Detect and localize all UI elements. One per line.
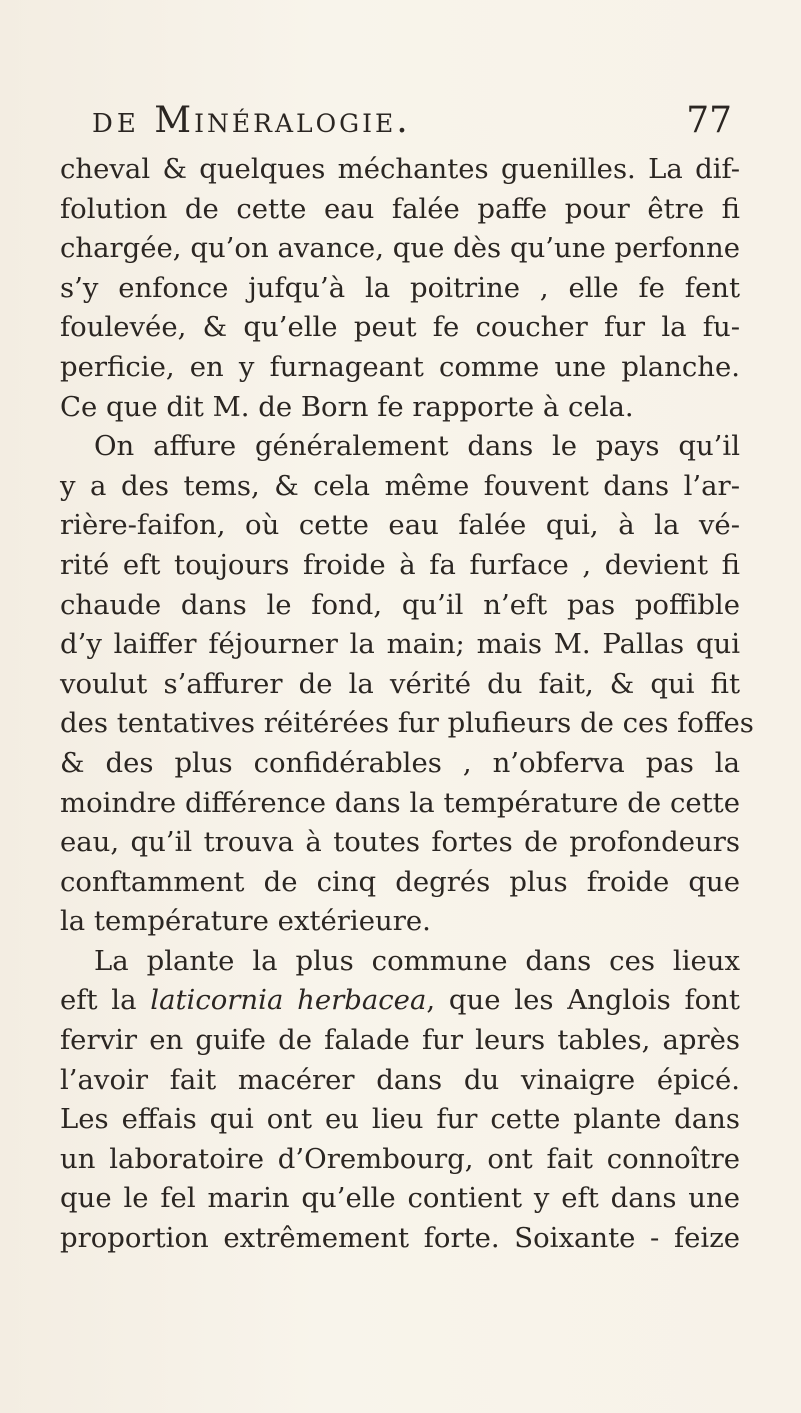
text-line: eau, qu’il trouva à toutes fortes de profondeurs: [60, 826, 740, 859]
species-name: laticornia herbacea: [150, 984, 427, 1017]
text-line: que le fel marin qu’elle contient y eft dans une: [60, 1182, 740, 1215]
text-line: La plante la plus commune dans ces lieux: [94, 944, 740, 977]
text-line: folution de cette eau falée paffe pour être fi: [60, 192, 740, 225]
text-line: un laboratoire d’Orembourg, ont fait connoître: [60, 1142, 740, 1175]
text-line: [60, 981, 740, 1021]
text-line: y a des tems, & cela même fouvent dans l’ar-: [60, 469, 740, 502]
text-line: perficie, en y furnageant comme une planche.: [60, 350, 740, 383]
text-line: & des plus confidérables , n’obferva pas la: [60, 746, 740, 779]
text-line: des tentatives réitérées fur plufieurs de ces foffes: [60, 707, 754, 740]
text-line: Ce que dit M. de Born fe rapporte à cela.: [60, 390, 634, 423]
text-line: la température extérieure.: [60, 905, 431, 938]
body-text: [60, 150, 754, 1259]
text-line: s’y enfonce jufqu’à la poitrine , elle fe fent: [60, 271, 740, 304]
running-head-title: Minéralogie.: [154, 100, 411, 141]
page-number: 77: [686, 100, 732, 141]
text-line: d’y laiffer féjourner la main; mais M. Pallas qui: [60, 628, 740, 661]
text-line: voulut s’affurer de la vérité du fait, & qui fit: [60, 667, 740, 700]
page-header: [92, 96, 732, 146]
text-line: l’avoir fait macérer dans du vinaigre épicé.: [60, 1063, 740, 1096]
running-head: [92, 96, 411, 149]
text-span: eft la: [60, 984, 151, 1017]
text-line: foulevée, & qu’elle peut fe coucher fur la fu-: [60, 311, 740, 344]
text-line: rité eft toujours froide à fa furface , devient fi: [60, 548, 740, 581]
text-line: rière-faifon, où cette eau falée qui, à la vé-: [60, 509, 740, 542]
text-line: chargée, qu’on avance, que dès qu’une perfonne: [60, 232, 740, 265]
running-head-prefix: DE: [92, 109, 140, 139]
text-span: , que les Anglois font: [426, 984, 740, 1017]
text-line: conftamment de cinq degrés plus froide que: [60, 865, 740, 898]
text-line: On affure généralement dans le pays qu’il: [94, 430, 740, 463]
text-line: fervir en guife de falade fur leurs tables, après: [60, 1024, 740, 1057]
text-line: proportion extrêmement forte. Soixante - feize: [60, 1222, 740, 1255]
text-line: cheval & quelques méchantes guenilles. La dif-: [60, 153, 740, 185]
text-line: chaude dans le fond, qu’il n’eft pas poffible: [60, 588, 740, 621]
text-line: moindre différence dans la température de cette: [60, 786, 740, 819]
text-line: Les effais qui ont eu lieu fur cette plante dans: [60, 1103, 740, 1136]
